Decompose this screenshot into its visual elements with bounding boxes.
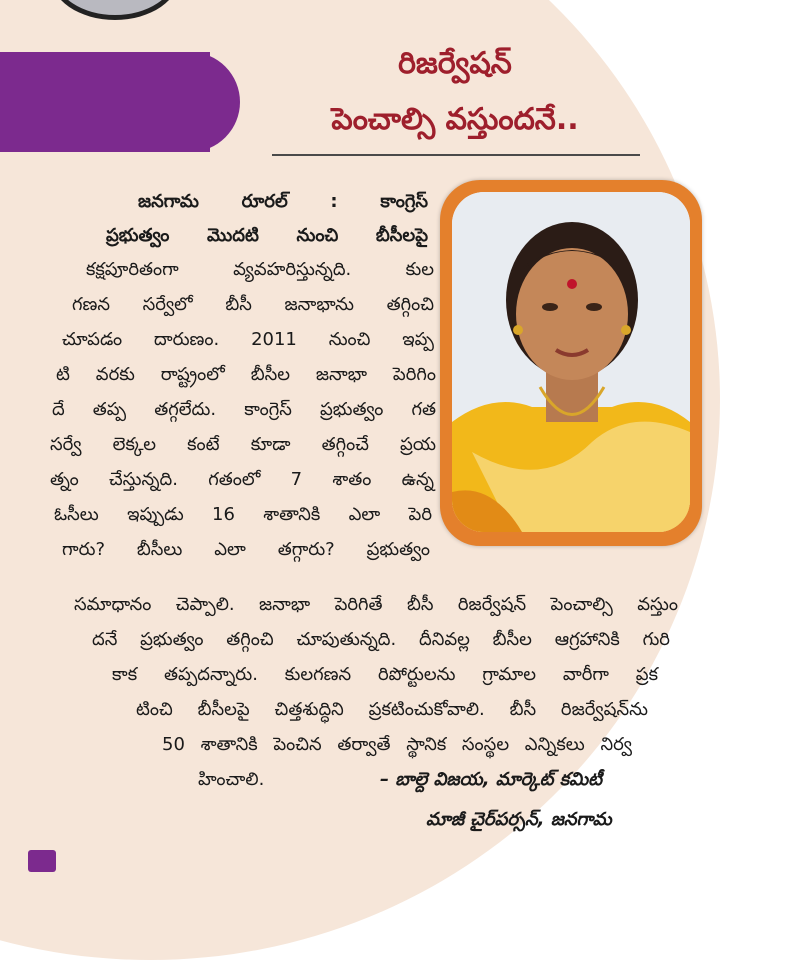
article-line: ఓసీలు ఇప్పుడు 16 శాతానికి ఎలా పెరి <box>54 504 432 525</box>
article-line: త్నం చేస్తున్నది. గతంలో 7 శాతం ఉన్న <box>50 469 434 490</box>
headline-line-2: పెంచాల్సి వస్తుందనే.. <box>331 102 579 137</box>
article-line: దనే ప్రభుత్వం తగ్గించి చూపుతున్నది. దీనివల్ల బీసీల ఆగ్రహానికి గురి <box>92 629 670 650</box>
article-line: ప్రభుత్వం మొదటి నుంచి బీసీలపై <box>106 225 428 246</box>
byline-title: మాజీ చైర్‌పర్సన్, జనగామ <box>426 809 612 830</box>
article-line: టి వరకు రాష్ట్రంలో బీసీల జనాభా పెరిగిం <box>56 364 436 385</box>
article-line: కక్షపూరితంగా వ్యవహరిస్తున్నది. కుల <box>86 259 434 280</box>
article-line: జనగామ రూరల్ : కాంగ్రెస్ <box>138 191 428 212</box>
headline-divider <box>272 154 640 156</box>
next-article-marker <box>28 850 56 872</box>
article-line: సర్వే లెక్కల కంటే కూడా తగ్గించే ప్రయ <box>50 434 436 455</box>
article-line: కాక తప్పదన్నారు. కులగణన రిపోర్టులను గ్రామాల వారీగా ప్రక <box>112 664 658 685</box>
article-line: గారు? బీసీలు ఎలా తగ్గారు? ప్రభుత్వం <box>62 539 430 560</box>
article-line: 50 శాతానికి పెంచిన తర్వాతే స్థానిక సంస్థల ఎన్నికలు నిర్వ <box>162 734 632 755</box>
article-line: గణన సర్వేలో బీసీ జనాభాను తగ్గించి <box>72 294 434 315</box>
section-ribbon <box>0 52 210 152</box>
page-margin <box>730 0 800 872</box>
portrait-photo <box>452 192 690 532</box>
article-line: చూపడం దారుణం. 2011 నుంచి ఇప్ప <box>62 329 434 350</box>
article-line: టించి బీసీలపై చిత్తశుద్ధిని ప్రకటించుకోవాలి. బీసీ రిజర్వేషన్‌ను <box>136 699 648 720</box>
article-line: దే తప్ప తగ్గలేదు. కాంగ్రెస్ ప్రభుత్వం గత <box>52 399 436 420</box>
article-line: హించాలి. <box>198 769 265 790</box>
byline-name: – బాల్దె విజయ, మార్కెట్ కమిటీ <box>380 769 603 790</box>
article-line: సమాధానం చెప్పాలి. జనాభా పెరిగితే బీసీ రిజర్వేషన్ పెంచాల్సి వస్తుం <box>74 594 678 615</box>
headline-line-1: రిజర్వేషన్ <box>398 46 512 81</box>
